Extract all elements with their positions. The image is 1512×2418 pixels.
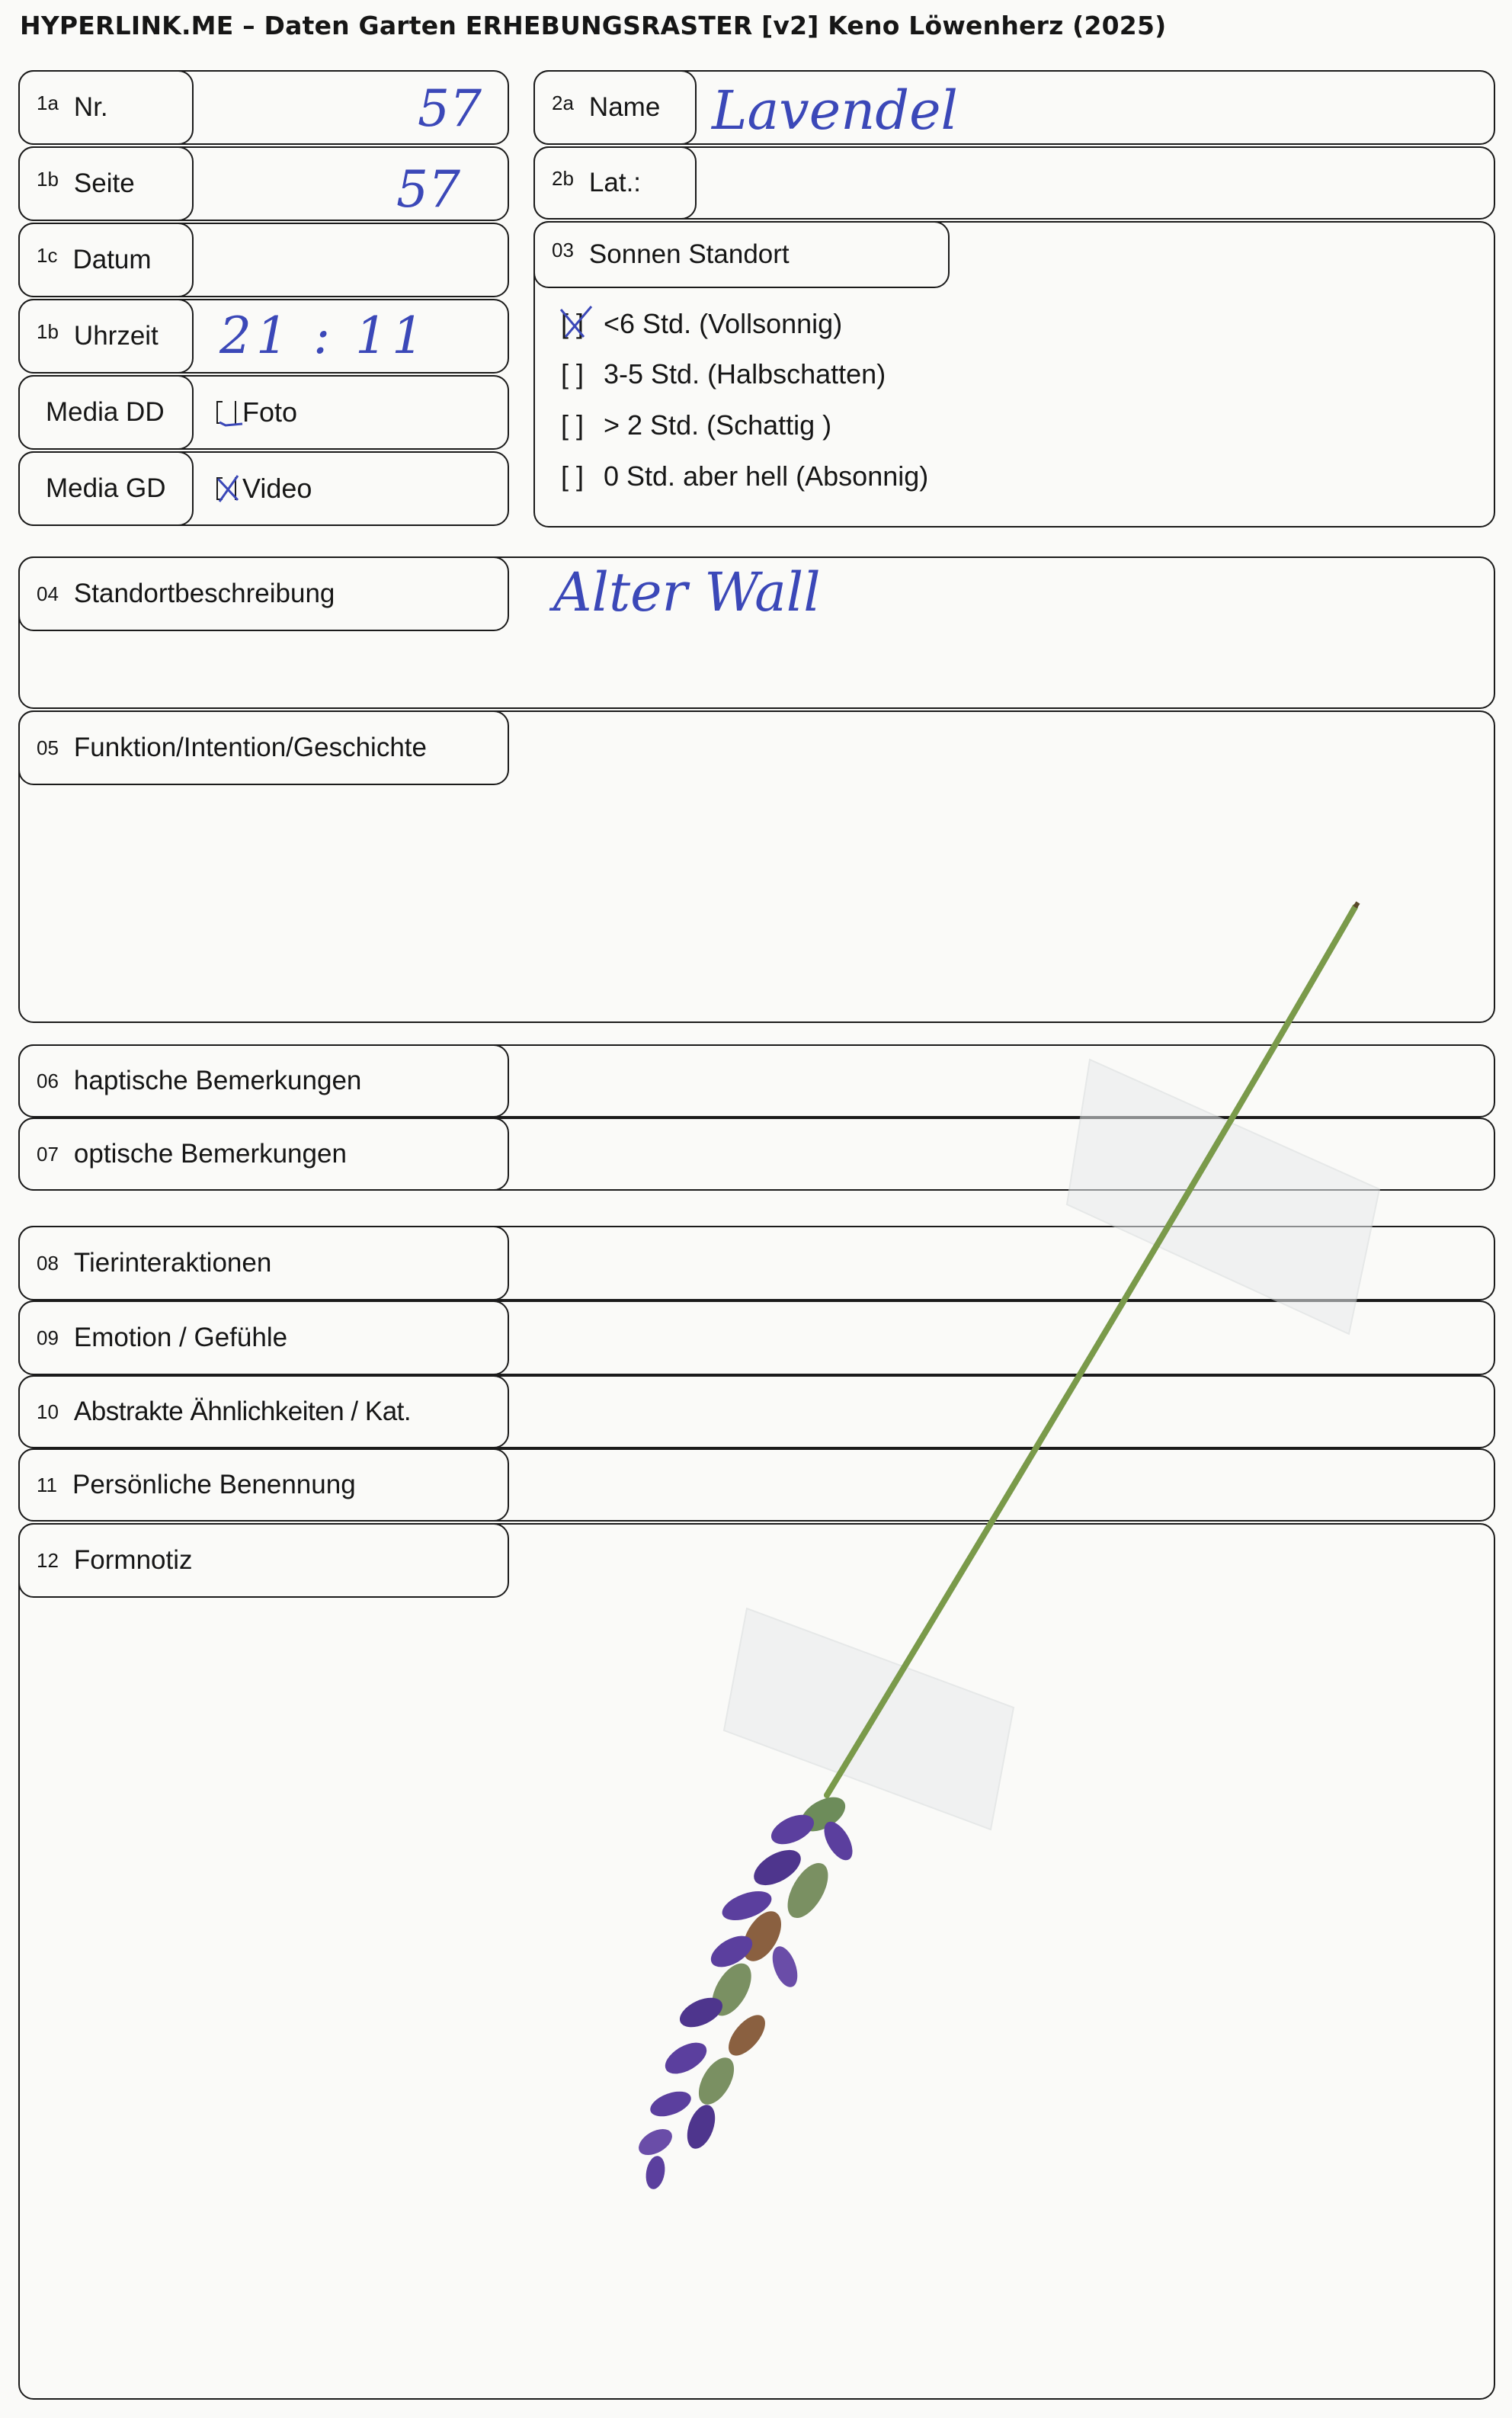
lat-number: 2b <box>552 166 574 190</box>
datum-label-text: Datum <box>72 245 152 274</box>
benennung-label-text: Persönliche Benennung <box>72 1470 356 1499</box>
uhrzeit-number: 1b <box>37 319 59 343</box>
standort-label-text: Standortbeschreibung <box>73 579 335 608</box>
emotion-number: 09 <box>37 1326 59 1349</box>
sun-position-label-text: Sonnen Standort <box>588 239 790 269</box>
halbschatten-checkbox[interactable]: [ ] <box>561 358 585 390</box>
name-label-text: Name <box>588 92 661 122</box>
formnotiz-number: 12 <box>37 1548 59 1572</box>
schattig-checkbox[interactable]: [ ] <box>561 409 585 441</box>
video-option-label: Video <box>242 473 312 504</box>
absonnig-label: 0 Std. aber hell (Absonnig) <box>604 460 929 492</box>
benennung-number: 11 <box>37 1473 57 1496</box>
schattig-label: > 2 Std. (Schattig ) <box>604 409 832 441</box>
page-header-title: HYPERLINK.ME – Daten Garten ERHEBUNGSRASTER [v2] Keno Löwenherz (2025) <box>20 11 1167 40</box>
name-number: 2a <box>552 91 574 114</box>
halbschatten-label: 3-5 Std. (Halbschatten) <box>604 358 886 390</box>
lavender-stem <box>827 907 1355 1795</box>
foto-option-label: Foto <box>242 396 298 428</box>
uhrzeit-label-text: Uhrzeit <box>73 321 159 351</box>
nr-label-text: Nr. <box>73 92 108 122</box>
funktion-number: 05 <box>37 736 59 759</box>
haptisch-number: 06 <box>37 1069 59 1092</box>
haptisch-label-text: haptische Bemerkungen <box>73 1066 362 1095</box>
vollsonnig-checkbox[interactable]: [ ] <box>561 308 604 340</box>
media-dd-label-text: Media DD <box>46 397 165 427</box>
media-gd-label-text: Media GD <box>46 473 166 503</box>
tier-number: 08 <box>37 1251 59 1275</box>
tier-label-text: Tierinteraktionen <box>73 1248 272 1278</box>
datum-number: 1c <box>37 243 58 267</box>
formnotiz-label-text: Formnotiz <box>73 1545 193 1575</box>
tape-strip-upper <box>1067 1060 1379 1334</box>
seite-number: 1b <box>37 167 59 191</box>
nr-number: 1a <box>37 91 59 114</box>
name-value: Lavendel <box>712 79 958 142</box>
tape-strip-lower <box>724 1608 1014 1830</box>
emotion-label-text: Emotion / Gefühle <box>73 1323 288 1352</box>
uhrzeit-value: 21 : 11 <box>219 306 429 365</box>
vollsonnig-label: <6 Std. (Vollsonnig) <box>604 308 843 339</box>
funktion-label-text: Funktion/Intention/Geschichte <box>73 733 427 762</box>
abstrakt-number: 10 <box>37 1400 59 1423</box>
seite-value: 57 <box>396 160 460 219</box>
lavender-flower-spike <box>634 1790 858 2190</box>
optisch-number: 07 <box>37 1142 59 1166</box>
lat-label-text: Lat.: <box>588 168 642 197</box>
sun-position-number: 03 <box>552 238 574 261</box>
abstrakt-label-text: Abstrakte Ähnlichkeiten / Kat. <box>73 1397 412 1426</box>
standort-value: Alter Wall <box>553 561 821 624</box>
absonnig-checkbox[interactable]: [ ] <box>561 460 585 492</box>
nr-value: 57 <box>418 79 482 138</box>
optisch-label-text: optische Bemerkungen <box>73 1139 347 1169</box>
standort-number: 04 <box>37 582 59 605</box>
seite-label-text: Seite <box>73 168 135 198</box>
